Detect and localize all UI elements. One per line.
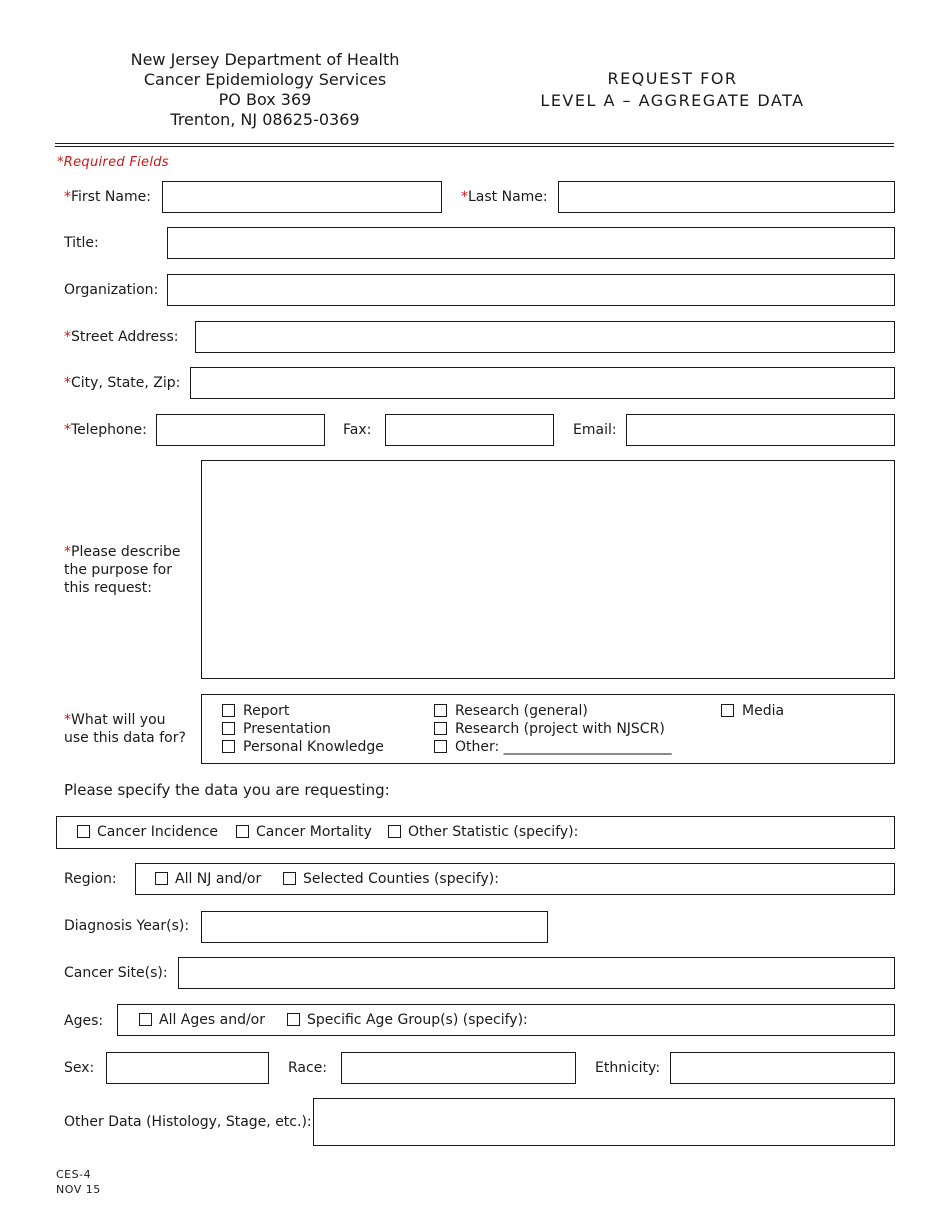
personal-knowledge-option-label: Personal Knowledge xyxy=(243,739,384,755)
all-ages-checkbox[interactable] xyxy=(139,1013,152,1026)
required-mark: * xyxy=(64,422,71,438)
race-label: Race: xyxy=(288,1060,328,1076)
other-use-option-label: Other: ________________________ xyxy=(455,739,672,755)
research-general-checkbox[interactable] xyxy=(434,704,447,717)
required-mark: * xyxy=(64,375,71,391)
diagnosis-years-field[interactable] xyxy=(201,911,548,943)
cancer-incidence-label: Cancer Incidence xyxy=(97,824,219,840)
purpose-label: *Please describe the purpose for this request: xyxy=(64,544,181,596)
report-checkbox[interactable] xyxy=(222,704,235,717)
required-mark: * xyxy=(461,189,468,205)
telephone-field[interactable] xyxy=(156,414,325,446)
specific-age-groups-checkbox[interactable] xyxy=(287,1013,300,1026)
ethnicity-label: Ethnicity: xyxy=(595,1060,661,1076)
all-ages-label: All Ages and/or xyxy=(159,1012,266,1028)
sex-label: Sex: xyxy=(64,1060,95,1076)
form-revision-date: NOV 15 xyxy=(56,1183,101,1196)
ethnicity-field[interactable] xyxy=(670,1052,895,1084)
all-nj-checkbox[interactable] xyxy=(155,872,168,885)
agency-name: New Jersey Department of Health xyxy=(130,50,400,69)
street-address-label: *Street Address: xyxy=(64,329,179,345)
research-project-checkbox[interactable] xyxy=(434,722,447,735)
form-title-line2: LEVEL A – AGGREGATE DATA xyxy=(540,91,805,110)
organization-field[interactable] xyxy=(167,274,895,306)
email-label: Email: xyxy=(573,422,617,438)
form-title-line1: REQUEST FOR xyxy=(607,69,738,88)
media-checkbox[interactable] xyxy=(721,704,734,717)
cancer-sites-field[interactable] xyxy=(178,957,895,989)
other-data-label: Other Data (Histology, Stage, etc.): xyxy=(64,1114,312,1130)
cancer-incidence-checkbox[interactable] xyxy=(77,825,90,838)
required-mark: * xyxy=(64,329,71,345)
required-mark: * xyxy=(64,189,71,205)
first-name-field[interactable] xyxy=(162,181,442,213)
telephone-label: *Telephone: xyxy=(64,422,147,438)
email-field[interactable] xyxy=(626,414,895,446)
title-label: Title: xyxy=(64,235,99,251)
header-divider-top xyxy=(55,143,894,144)
other-use-checkbox[interactable] xyxy=(434,740,447,753)
other-data-field[interactable] xyxy=(313,1098,895,1146)
first-name-label: *First Name: xyxy=(64,189,151,205)
media-option-label: Media xyxy=(742,703,785,719)
cancer-mortality-checkbox[interactable] xyxy=(236,825,249,838)
personal-knowledge-checkbox[interactable] xyxy=(222,740,235,753)
agency-address-block xyxy=(115,50,415,130)
ages-label: Ages: xyxy=(64,1013,104,1029)
street-address-field[interactable] xyxy=(195,321,895,353)
region-label: Region: xyxy=(64,871,117,887)
race-field[interactable] xyxy=(341,1052,576,1084)
city-state-zip-label: *City, State, Zip: xyxy=(64,375,181,391)
form-title xyxy=(500,68,845,112)
fax-field[interactable] xyxy=(385,414,554,446)
selected-counties-label: Selected Counties (specify): xyxy=(303,871,499,887)
last-name-field[interactable] xyxy=(558,181,895,213)
header-divider-bottom xyxy=(55,146,894,147)
agency-city-zip: Trenton, NJ 08625-0369 xyxy=(170,110,360,129)
selected-counties-checkbox[interactable] xyxy=(283,872,296,885)
cancer-mortality-label: Cancer Mortality xyxy=(256,824,372,840)
presentation-checkbox[interactable] xyxy=(222,722,235,735)
research-general-option-label: Research (general) xyxy=(455,703,588,719)
report-option-label: Report xyxy=(243,703,290,719)
presentation-option-label: Presentation xyxy=(243,721,331,737)
city-state-zip-field[interactable] xyxy=(190,367,895,399)
organization-label: Organization: xyxy=(64,282,159,298)
last-name-label: *Last Name: xyxy=(461,189,548,205)
agency-po-box: PO Box 369 xyxy=(218,90,312,109)
all-nj-label: All NJ and/or xyxy=(175,871,262,887)
data-request-heading: Please specify the data you are requesting: xyxy=(64,781,390,799)
required-mark: * xyxy=(64,712,71,728)
required-mark: * xyxy=(64,544,71,560)
sex-field[interactable] xyxy=(106,1052,269,1084)
title-field[interactable] xyxy=(167,227,895,259)
other-statistic-checkbox[interactable] xyxy=(388,825,401,838)
required-fields-note: *Required Fields xyxy=(57,155,169,170)
research-project-option-label: Research (project with NJSCR) xyxy=(455,721,665,737)
usage-label: *What will you use this data for? xyxy=(64,712,186,746)
form-footer xyxy=(56,1167,101,1197)
fax-label: Fax: xyxy=(343,422,372,438)
purpose-textarea[interactable] xyxy=(201,460,895,679)
cancer-sites-label: Cancer Site(s): xyxy=(64,965,168,981)
diagnosis-years-label: Diagnosis Year(s): xyxy=(64,918,190,934)
specific-age-groups-label: Specific Age Group(s) (specify): xyxy=(307,1012,528,1028)
agency-division: Cancer Epidemiology Services xyxy=(143,70,387,89)
form-id: CES-4 xyxy=(56,1168,92,1181)
other-statistic-label: Other Statistic (specify): xyxy=(408,824,579,840)
